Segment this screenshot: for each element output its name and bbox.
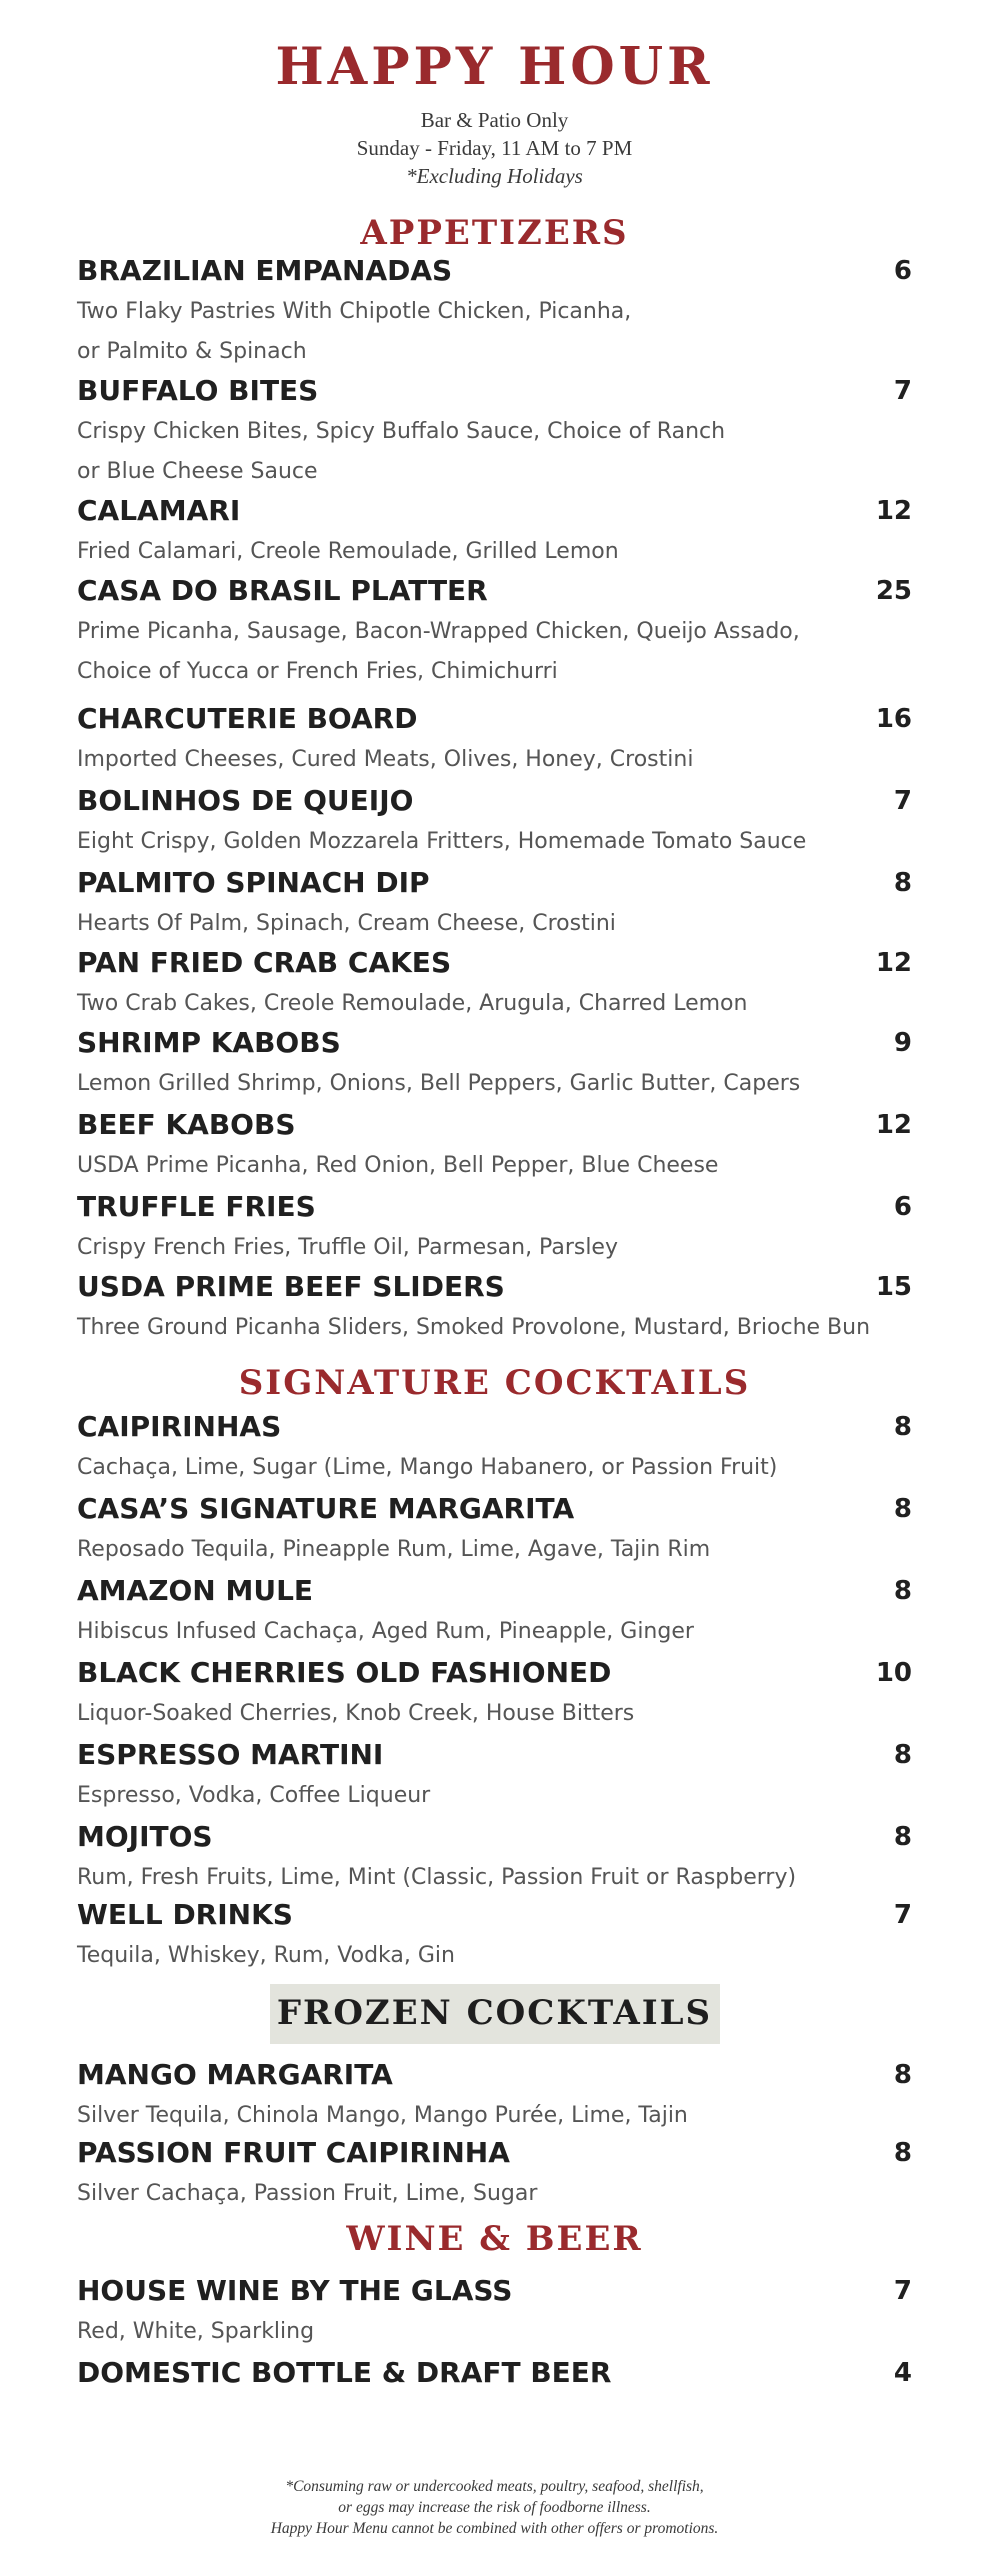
menu-item-name: MANGO MARGARITA xyxy=(77,2058,393,2091)
menu-item-description xyxy=(77,1146,912,1186)
menu-item-name: BUFFALO BITES xyxy=(77,374,319,407)
menu-item-description-line: Red, White, Sparkling xyxy=(77,2319,315,2344)
menu-item-price: 8 xyxy=(893,2138,912,2168)
menu-item-name: SHRIMP KABOBS xyxy=(77,1026,341,1059)
menu-item-name: BLACK CHERRIES OLD FASHIONED xyxy=(77,1656,612,1689)
menu-item-description xyxy=(77,1936,912,1976)
menu-item-description-line: Hearts Of Palm, Spinach, Cream Cheese, Crostini xyxy=(77,911,616,936)
menu-item-name: WELL DRINKS xyxy=(77,1898,293,1931)
menu-item-description-line: Crispy Chicken Bites, Spicy Buffalo Sauce, Choice of Ranch xyxy=(77,419,726,444)
menu-item-price: 8 xyxy=(893,2060,912,2090)
menu-item-description-line: Liquor-Soaked Cherries, Knob Creek, House Bitters xyxy=(77,1701,635,1726)
menu-item-price: 4 xyxy=(893,2358,912,2388)
menu-item-name: CHARCUTERIE BOARD xyxy=(77,702,418,735)
menu-item-description-line: Eight Crispy, Golden Mozzarela Fritters, Homemade Tomato Sauce xyxy=(77,829,807,854)
menu-item-description xyxy=(77,2096,912,2136)
menu-item-name: MOJITOS xyxy=(77,1820,213,1853)
section-title-appetizers: APPETIZERS xyxy=(360,213,629,253)
menu-item-description-line: Two Crab Cakes, Creole Remoulade, Arugula, Charred Lemon xyxy=(77,991,748,1016)
menu-item-description xyxy=(77,1612,912,1652)
footer-line-3: Happy Hour Menu cannot be combined with other offers or promotions. xyxy=(270,2520,719,2537)
menu-item-price: 12 xyxy=(875,496,912,526)
menu-item-price: 8 xyxy=(893,1740,912,1770)
menu-item-description-line: Espresso, Vodka, Coffee Liqueur xyxy=(77,1783,431,1808)
menu-item-description xyxy=(77,292,912,372)
menu-item-name: CASA DO BRASIL PLATTER xyxy=(77,574,488,607)
menu-item-description-line: Rum, Fresh Fruits, Lime, Mint (Classic, Passion Fruit or Raspberry) xyxy=(77,1865,797,1890)
hours-note: Sunday - Friday, 11 AM to 7 PM xyxy=(356,136,633,160)
footer-line-2: or eggs may increase the risk of foodborne illness. xyxy=(338,2499,651,2516)
menu-item-name: TRUFFLE FRIES xyxy=(77,1190,316,1223)
menu-item-price: 7 xyxy=(893,2276,912,2306)
menu-item-description xyxy=(77,1858,912,1898)
menu-item-description-line: or Palmito & Spinach xyxy=(77,339,307,364)
menu-item-description xyxy=(77,822,912,862)
menu-item-description-line: Three Ground Picanha Sliders, Smoked Provolone, Mustard, Brioche Bun xyxy=(77,1315,871,1340)
menu-item-price: 15 xyxy=(875,1272,912,1302)
menu-item-name: PALMITO SPINACH DIP xyxy=(77,866,430,899)
menu-item-price: 7 xyxy=(893,1900,912,1930)
menu-item-description xyxy=(77,984,912,1024)
menu-item-description xyxy=(77,1308,912,1348)
menu-item-price: 9 xyxy=(893,1028,912,1058)
menu-item-price: 7 xyxy=(893,786,912,816)
menu-item-price: 8 xyxy=(893,1494,912,1524)
menu-item-description xyxy=(77,612,912,692)
menu-item-description-line: Reposado Tequila, Pineapple Rum, Lime, Agave, Tajin Rim xyxy=(77,1537,711,1562)
menu-item-name: BEEF KABOBS xyxy=(77,1108,296,1141)
menu-item-description-line: Silver Tequila, Chinola Mango, Mango Purée, Lime, Tajin xyxy=(77,2103,688,2128)
menu-item-description-line: or Blue Cheese Sauce xyxy=(77,459,318,484)
menu-item-name: HOUSE WINE BY THE GLASS xyxy=(77,2274,513,2307)
menu-item-name: USDA PRIME BEEF SLIDERS xyxy=(77,1270,505,1303)
menu-item-price: 12 xyxy=(875,948,912,978)
menu-item-description xyxy=(77,904,912,944)
menu-item-price: 8 xyxy=(893,868,912,898)
menu-item-description xyxy=(77,412,912,492)
menu-item-description-line: USDA Prime Picanha, Red Onion, Bell Pepper, Blue Cheese xyxy=(77,1153,719,1178)
section-title-wine-beer: WINE & BEER xyxy=(346,2219,643,2259)
menu-item-price: 8 xyxy=(893,1576,912,1606)
menu-item-description-line: Hibiscus Infused Cachaça, Aged Rum, Pineapple, Ginger xyxy=(77,1619,694,1644)
menu-item-description xyxy=(77,1694,912,1734)
menu-item-description xyxy=(77,740,912,780)
menu-item-description xyxy=(77,1448,912,1488)
menu-item-description xyxy=(77,1530,912,1570)
menu-item-name: AMAZON MULE xyxy=(77,1574,314,1607)
menu-item-price: 8 xyxy=(893,1412,912,1442)
menu-item-description-line: Cachaça, Lime, Sugar (Lime, Mango Habanero, or Passion Fruit) xyxy=(77,1455,778,1480)
menu-item-name: CAIPIRINHAS xyxy=(77,1410,282,1443)
menu-item-description xyxy=(77,2312,912,2352)
menu-item-description-line: Choice of Yucca or French Fries, Chimichurri xyxy=(77,659,558,684)
menu-item-price: 6 xyxy=(893,256,912,286)
menu-item-name: CASA’S SIGNATURE MARGARITA xyxy=(77,1492,575,1525)
menu-item-description-line: Prime Picanha, Sausage, Bacon-Wrapped Chicken, Queijo Assado, xyxy=(77,619,800,644)
menu-item-description-line: Two Flaky Pastries With Chipotle Chicken, Picanha, xyxy=(77,299,632,324)
menu-item-price: 16 xyxy=(875,704,912,734)
menu-item-name: PAN FRIED CRAB CAKES xyxy=(77,946,452,979)
menu-item-name: DOMESTIC BOTTLE & DRAFT BEER xyxy=(77,2356,612,2389)
menu-item-price: 25 xyxy=(875,576,912,606)
menu-item-description-line: Imported Cheeses, Cured Meats, Olives, Honey, Crostini xyxy=(77,747,694,772)
section-title-signature-cocktails: SIGNATURE COCKTAILS xyxy=(238,1363,751,1403)
menu-item-price: 10 xyxy=(875,1658,912,1688)
menu-item-description xyxy=(77,1064,912,1104)
menu-item-price: 7 xyxy=(893,376,912,406)
menu-item-description xyxy=(77,2174,912,2214)
menu-item-name: BRAZILIAN EMPANADAS xyxy=(77,254,453,287)
holiday-note: *Excluding Holidays xyxy=(406,164,583,188)
menu-item-description xyxy=(77,532,912,572)
menu-item-description-line: Silver Cachaça, Passion Fruit, Lime, Sugar xyxy=(77,2181,538,2206)
footer-line-1: *Consuming raw or undercooked meats, poultry, seafood, shellfish, xyxy=(285,2478,704,2495)
menu-item-description xyxy=(77,1228,912,1268)
menu-item-name: BOLINHOS DE QUEIJO xyxy=(77,784,414,817)
menu-item-description xyxy=(77,1776,912,1816)
menu-item-name: PASSION FRUIT CAIPIRINHA xyxy=(77,2136,510,2169)
location-note: Bar & Patio Only xyxy=(420,108,569,132)
menu-item-description-line: Crispy French Fries, Truffle Oil, Parmesan, Parsley xyxy=(77,1235,618,1260)
page-title: HAPPY HOUR xyxy=(275,37,714,97)
menu-item-name: ESPRESSO MARTINI xyxy=(77,1738,384,1771)
section-title-frozen-cocktails: FROZEN COCKTAILS xyxy=(276,1993,713,2033)
menu-item-price: 6 xyxy=(893,1192,912,1222)
menu-item-name: CALAMARI xyxy=(77,494,241,527)
menu-item-description-line: Fried Calamari, Creole Remoulade, Grilled Lemon xyxy=(77,539,619,564)
menu-item-price: 8 xyxy=(893,1822,912,1852)
menu-item-description-line: Lemon Grilled Shrimp, Onions, Bell Peppers, Garlic Butter, Capers xyxy=(77,1071,801,1096)
menu-item-description-line: Tequila, Whiskey, Rum, Vodka, Gin xyxy=(77,1943,455,1968)
menu-item-price: 12 xyxy=(875,1110,912,1140)
